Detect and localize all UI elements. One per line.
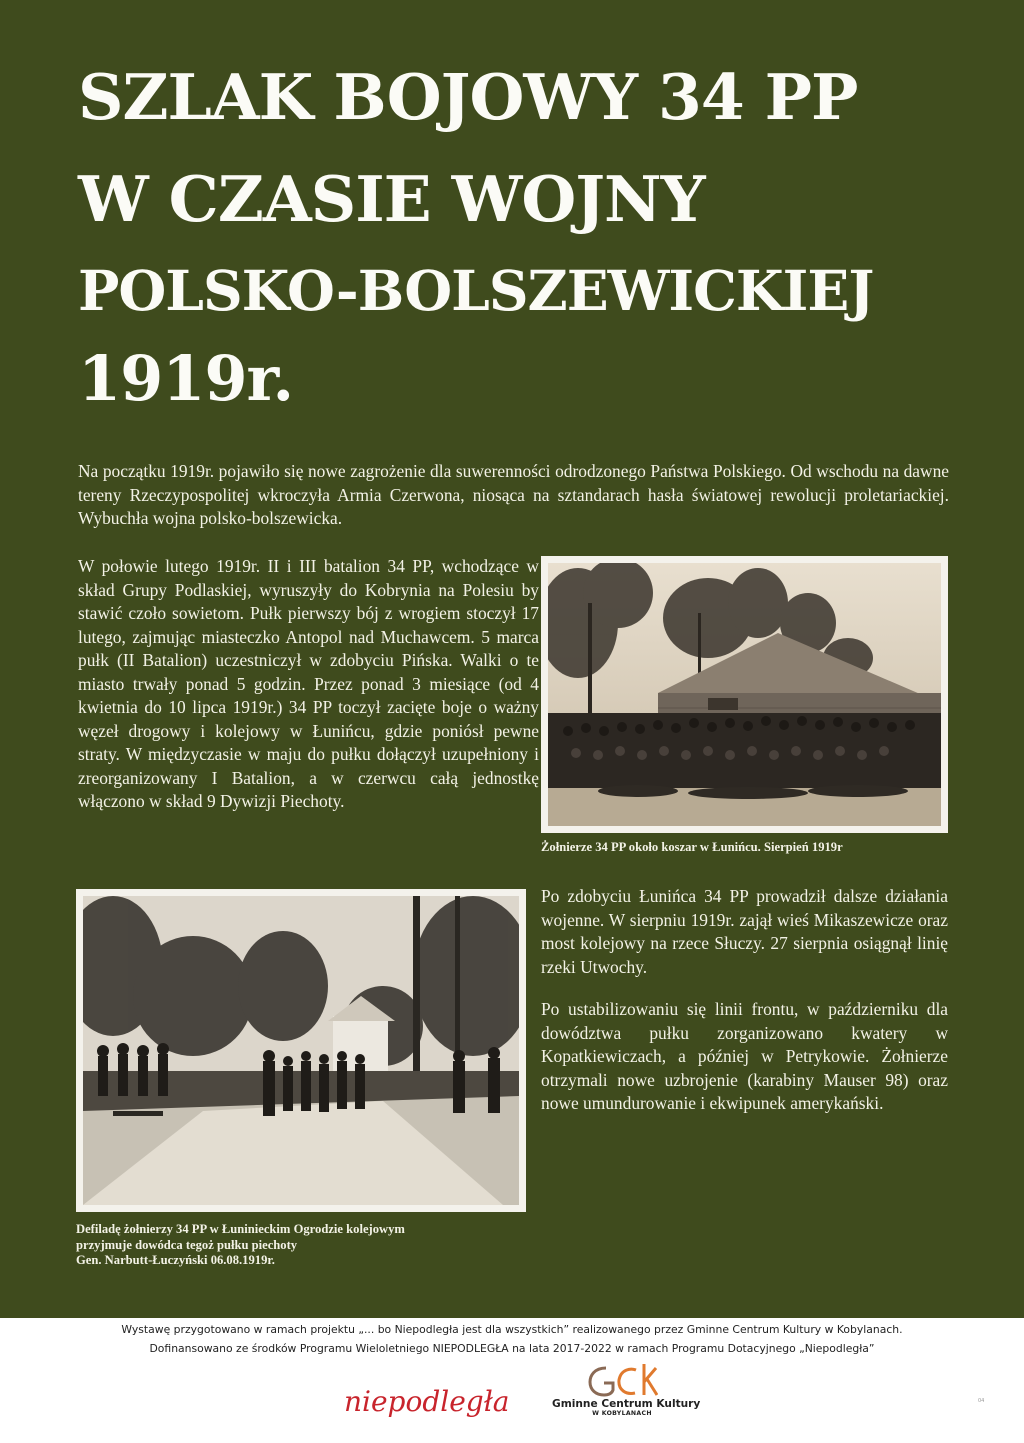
niepodlegla-logo-image	[340, 1375, 516, 1429]
gck-logo-mark	[586, 1362, 658, 1398]
photo-soldiers-barracks-image	[548, 563, 941, 826]
niepodlegla-logo	[340, 1375, 516, 1429]
gck-logo-subtitle: W KOBYLANACH	[592, 1410, 652, 1417]
niepodlegla-logo-text: niepodległa	[344, 1385, 510, 1418]
photo-soldiers-barracks	[541, 556, 948, 833]
photo2-caption	[76, 1222, 536, 1269]
photo2-caption-line-3: Gen. Narbutt-Łuczyński 06.08.1919r.	[76, 1253, 275, 1267]
photo2-caption-line-1: Defiladę żołnierzy 34 PP w Łuninieckim Ogrodzie kolejowym	[76, 1222, 405, 1236]
gck-logo	[552, 1362, 701, 1436]
photo1-caption: Żołnierze 34 PP około koszar w Łunińcu. Sierpień 1919r	[541, 840, 843, 854]
photo-parade-garden-image	[83, 896, 519, 1205]
title-line-2: W CZASIE WOJNY	[78, 162, 705, 236]
footer-line-2: Dofinansowano ze środków Programu Wieloletniego NIEPODLEGŁA na lata 2017-2022 w ramach Programu Dotacyjnego „Niepodległa”	[149, 1342, 875, 1355]
paragraph-august-1919: Po zdobyciu Łunińca 34 PP prowadził dalsze działania wojenne. W sierpniu 1919r. zajął wieś Mikaszewicze oraz most kolejowy na rzece Słuczy. 27 sierpnia osiągnął linię rzeki Utwochy.	[541, 886, 948, 977]
intro-paragraph: Na początku 1919r. pojawiło się nowe zagrożenie dla suwerenności odrodzonego Państwa Polskiego. Od wschodu na dawne tereny Rzeczypospolitej wkroczyła Armia Czerwona, niosąca na sztandarach hasła światowej rewolucji proletariackiej. Wybuchła wojna polsko-bolszewicka.	[78, 461, 949, 528]
title-line-4: 1919r.	[78, 342, 294, 415]
paragraph-winter-spring-1919: W połowie lutego 1919r. II i III batalion 34 PP, wchodzące w skład Grupy Podlaskiej, wyruszyły do Kobrynia na Polesiu by stawić czoło sowietom. Pułk pierwszy bój z wrogiem stoczył 17 lutego, zajmując miasteczko Antopol nad Muchawcem. 5 marca pułk (II Batalion) uczestniczył w zdobyciu Pińska. Walki o te miasto trwały ponad 5 godzin. Przez ponad 3 miesiące (od 4 kwietnia do 10 lipca 1919r.) 34 PP toczył zacięte boje o ważny węzeł drogowy i kolejowy w Łunińcu, gdzie poniósł pewne straty. W międzyczasie w maju do pułku dołączył uzupełniony i zreorganizowany I Batalion, a w czerwcu całą jednostkę włączono w skład 9 Dywizji Piechoty.	[78, 556, 539, 811]
photo2-caption-line-2: przyjmuje dowódca tegoż pułku piechoty	[76, 1237, 298, 1252]
photo-parade-garden	[76, 889, 526, 1212]
page-number: 04	[978, 1398, 985, 1404]
footer-funding-note	[0, 1320, 1024, 1358]
title-line-3: POLSKO-BOLSZEWICKIEJ	[78, 258, 874, 323]
paragraph-autumn-1919: Po ustabilizowaniu się linii frontu, w październiku dla dowództwa pułku zorganizowano kwatery w Kopatkiewiczach, a później w Petrykowie. Żołnierze otrzymali nowe uzbrojenie (karabiny Mauser 98) oraz nowe umundurowanie i ekwipunek amerykański.	[541, 999, 948, 1113]
title-line-1: SZLAK BOJOWY 34 PP	[78, 60, 858, 134]
footer-line-1: Wystawę przygotowano w ramach projektu „... bo Niepodległa jest dla wszystkich” realizowanego przez Gminne Centrum Kultury w Kobylanach.	[121, 1323, 903, 1336]
gck-logo-name: Gminne Centrum Kultury	[552, 1398, 701, 1410]
